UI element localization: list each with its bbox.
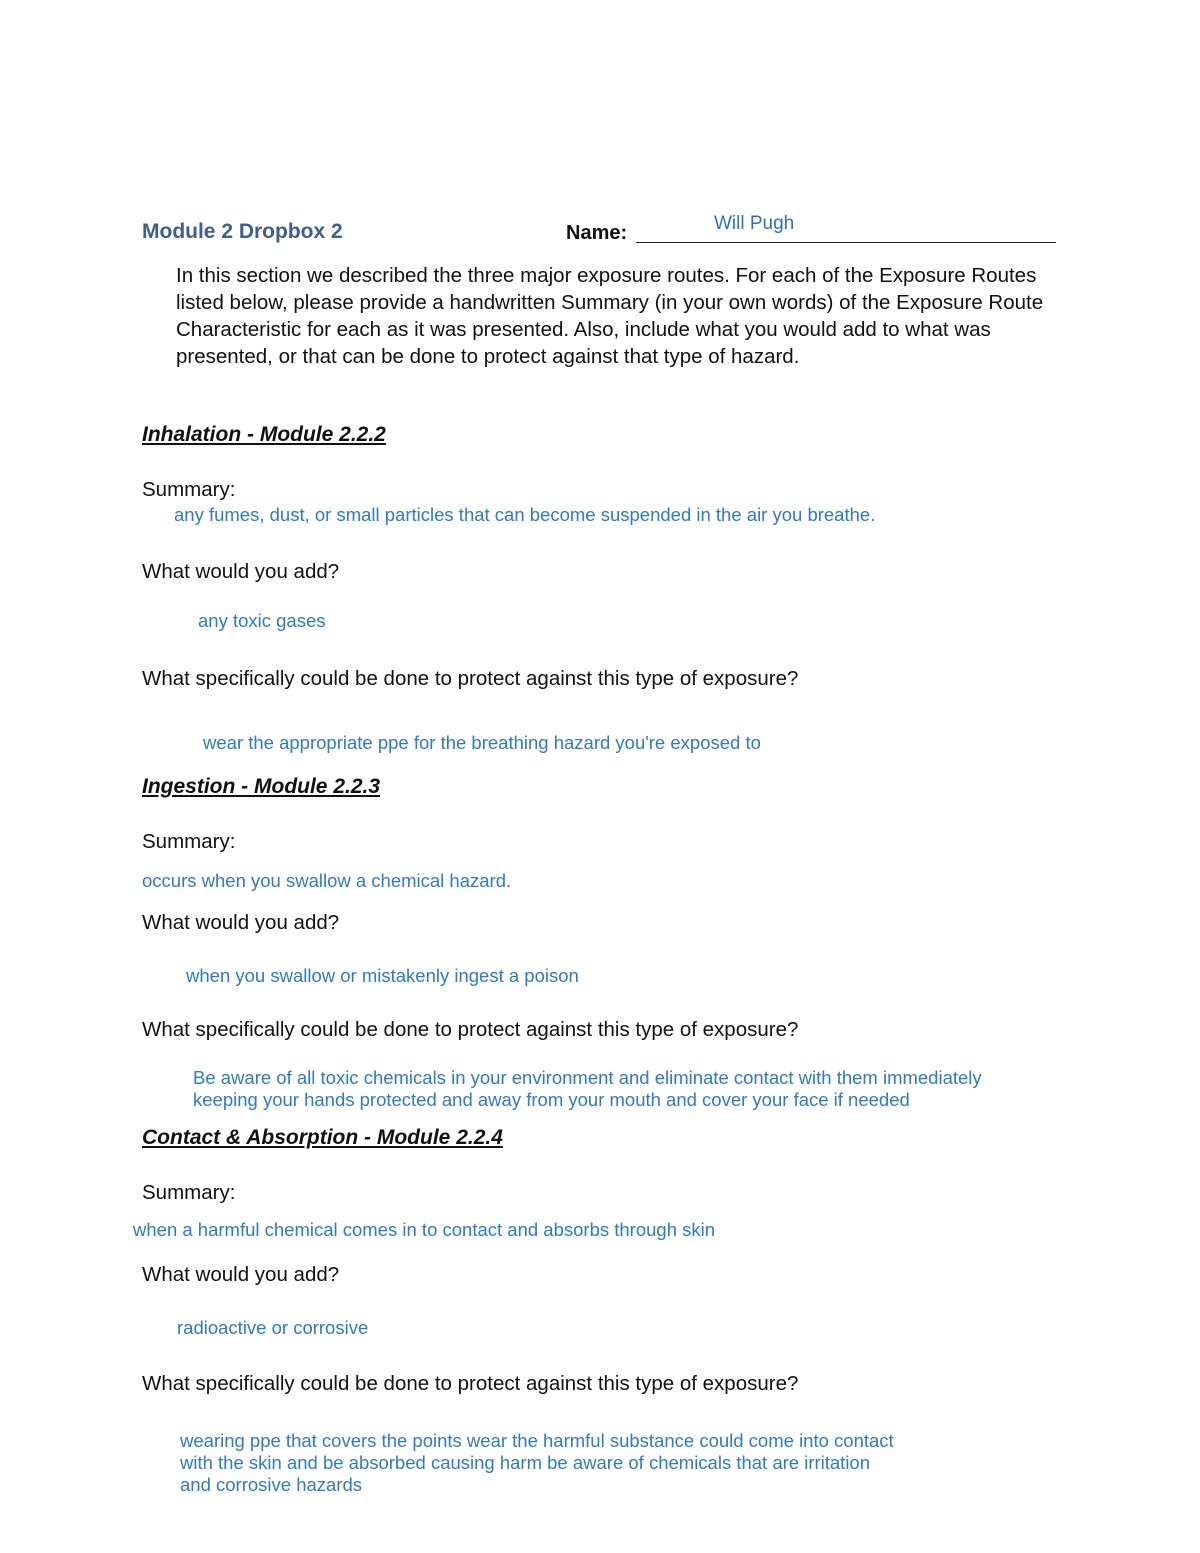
add-label: What would you add? bbox=[142, 560, 340, 583]
protect-answer-line: Be aware of all toxic chemicals in your environment and eliminate contact with them immediately bbox=[193, 1067, 982, 1088]
add-answer: any toxic gases bbox=[198, 610, 326, 631]
summary-answer: occurs when you swallow a chemical hazard. bbox=[142, 870, 512, 891]
add-answer: when you swallow or mistakenly ingest a poison bbox=[186, 965, 579, 986]
summary-answer: any fumes, dust, or small particles that can become suspended in the air you breathe. bbox=[174, 504, 876, 525]
intro-paragraph: In this section we described the three major exposure routes. For each of the Exposure Routes listed below, please provide a handwritten Summary (in your own words) of the Exposure Route Characteristic for each as it was presented. Also, include what you would add to what was presented, or that can be done to protect against that type of hazard. bbox=[176, 264, 1044, 368]
protect-answer-line: and corrosive hazards bbox=[180, 1474, 363, 1495]
add-answer: radioactive or corrosive bbox=[177, 1317, 369, 1338]
protect-answer bbox=[203, 732, 761, 754]
section-heading-ingestion: Ingestion - Module 2.2.3 bbox=[142, 775, 381, 798]
page-title: Module 2 Dropbox 2 bbox=[142, 220, 343, 243]
summary-label: Summary: bbox=[142, 830, 236, 853]
protect-answer bbox=[180, 1430, 894, 1496]
protect-label: What specifically could be done to protect against this type of exposure? bbox=[142, 1018, 799, 1041]
add-label: What would you add? bbox=[142, 1263, 340, 1286]
name-underline bbox=[636, 242, 1056, 243]
name-label: Name: bbox=[566, 222, 628, 244]
protect-answer-line: wearing ppe that covers the points wear the harmful substance could come into contact bbox=[180, 1430, 894, 1451]
section-heading-inhalation: Inhalation - Module 2.2.2 bbox=[142, 423, 386, 446]
summary-answer: when a harmful chemical comes in to contact and absorbs through skin bbox=[133, 1219, 716, 1240]
protect-answer-line: with the skin and be absorbed causing harm be aware of chemicals that are irritation bbox=[180, 1452, 871, 1473]
protect-label: What specifically could be done to protect against this type of exposure? bbox=[142, 667, 799, 690]
name-value: Will Pugh bbox=[714, 213, 795, 234]
protect-label: What specifically could be done to protect against this type of exposure? bbox=[142, 1372, 799, 1395]
add-label: What would you add? bbox=[142, 911, 340, 934]
protect-answer bbox=[193, 1067, 982, 1111]
protect-answer-line: wear the appropriate ppe for the breathing hazard you're exposed to bbox=[203, 732, 761, 753]
summary-label: Summary: bbox=[142, 478, 236, 501]
summary-label: Summary: bbox=[142, 1181, 236, 1204]
protect-answer-line: keeping your hands protected and away from your mouth and cover your face if needed bbox=[193, 1089, 910, 1110]
section-heading-contact-absorption: Contact & Absorption - Module 2.2.4 bbox=[142, 1126, 503, 1149]
